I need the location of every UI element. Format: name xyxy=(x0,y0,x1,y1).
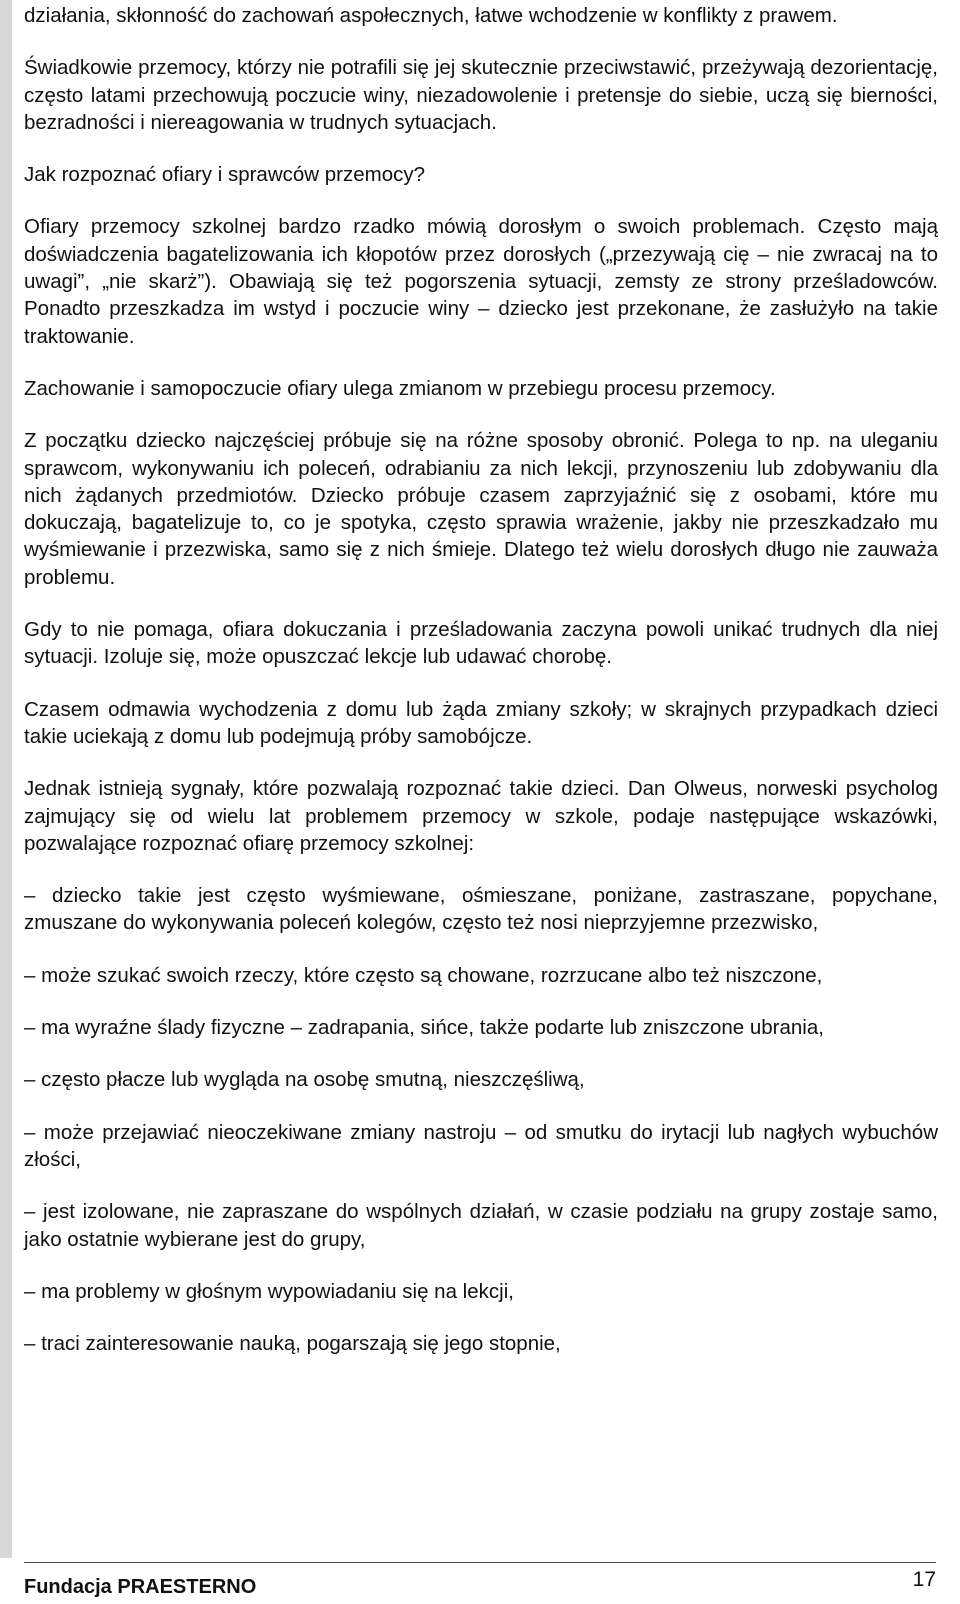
paragraph-olweus: Jednak istnieją sygnały, które pozwalają rozpoznać takie dzieci. Dan Olweus, norweski psycholog zajmujący się od wielu lat problemem przemocy w szkole, podaje następujące wskazówki, pozwalające rozpoznać ofiarę przemocy szkolnej: xyxy=(24,777,938,855)
list-item: – może przejawiać nieoczekiwane zmiany nastroju – od smutku do irytacji lub nagłych wybuchów złości, xyxy=(24,1120,938,1171)
list-item: – ma problemy w głośnym wypowiadaniu się na lekcji, xyxy=(24,1279,514,1303)
paragraph-continuation: działania, skłonność do zachowań aspołecznych, łatwe wchodzenie w konflikty z prawem. xyxy=(24,4,838,27)
footer-divider xyxy=(24,1562,936,1563)
page-number: 17 xyxy=(912,1568,936,1591)
document-body xyxy=(24,2,938,1382)
footer-brand: Fundacja PRAESTERNO xyxy=(24,1576,257,1598)
list-item: – często płacze lub wygląda na osobę smutną, nieszczęśliwą, xyxy=(24,1068,585,1092)
paragraph-behavior-change: Zachowanie i samopoczucie ofiary ulega zmianom w przebiegu procesu przemocy. xyxy=(24,376,776,400)
paragraph-victims-silence: Ofiary przemocy szkolnej bardzo rzadko mówią dorosłym o swoich problemach. Często mają doświadczenia bagatelizowania ich kłopotów przez dorosłych („przezywają cię – nie zwracaj na to uwagi”, „nie skarż”). Obawiają się też pogorszenia sytuacji, zemsty ze strony prześladowców. Ponadto przeszkadza im wstyd i poczucie winy – dziecko jest przekonane, że zasłużyło na takie traktowanie. xyxy=(24,215,938,348)
section-question: Jak rozpoznać ofiary i sprawców przemocy? xyxy=(24,163,426,187)
paragraph-witnesses: Świadkowie przemocy, którzy nie potrafili się jej skutecznie przeciwstawić, przeżywają dezorientację, często latami przechowują poczucie winy, niezadowolenie i pretensje do siebie, uczą się bierności, bezradności i niereagowania w trudnych sytuacjach. xyxy=(24,56,938,134)
paragraph-avoidance: Gdy to nie pomaga, ofiara dokuczania i prześladowania zaczyna powoli unikać trudnych dla niej sytuacji. Izoluje się, może opuszczać lekcje lub udawać chorobę. xyxy=(24,618,938,669)
left-margin-bar xyxy=(0,0,12,1558)
list-item: – dziecko takie jest często wyśmiewane, ośmieszane, poniżane, zastraszane, popychane, zmuszane do wykonywania poleceń kolegów, często też nosi nieprzyjemne przezwisko, xyxy=(24,884,938,935)
paragraph-initial-defense: Z początku dziecko najczęściej próbuje się na różne sposoby obronić. Polega to np. na uleganiu sprawcom, wykonywaniu ich poleceń, odrabianiu za nich lekcji, przynoszeniu lub zdobywaniu dla nich żądanych przedmiotów. Dziecko próbuje czasem zaprzyjaźnić się z osobami, które mu dokuczają, bagatelizuje to, co je spotyka, często sprawia wrażenie, jakby nie przeszkadzało mu wyśmiewanie i przezwiska, samo się z nich śmieje. Dlatego też wielu dorosłych długo nie zauważa problemu. xyxy=(24,429,938,589)
paragraph-escape: Czasem odmawia wychodzenia z domu lub żąda zmiany szkoły; w skrajnych przypadkach dzieci takie uciekają z domu lub podejmują próby samobójcze. xyxy=(24,697,938,748)
list-item: – jest izolowane, nie zapraszane do wspólnych działań, w czasie podziału na grupy zostaje samo, jako ostatnie wybierane jest do grupy, xyxy=(24,1200,938,1251)
list-item: – ma wyraźne ślady fizyczne – zadrapania, sińce, także podarte lub zniszczone ubrania, xyxy=(24,1016,824,1040)
list-item: – może szukać swoich rzeczy, które często są chowane, rozrzucane albo też niszczone, xyxy=(24,963,823,987)
list-item: – traci zainteresowanie nauką, pogarszają się jego stopnie, xyxy=(24,1332,561,1356)
